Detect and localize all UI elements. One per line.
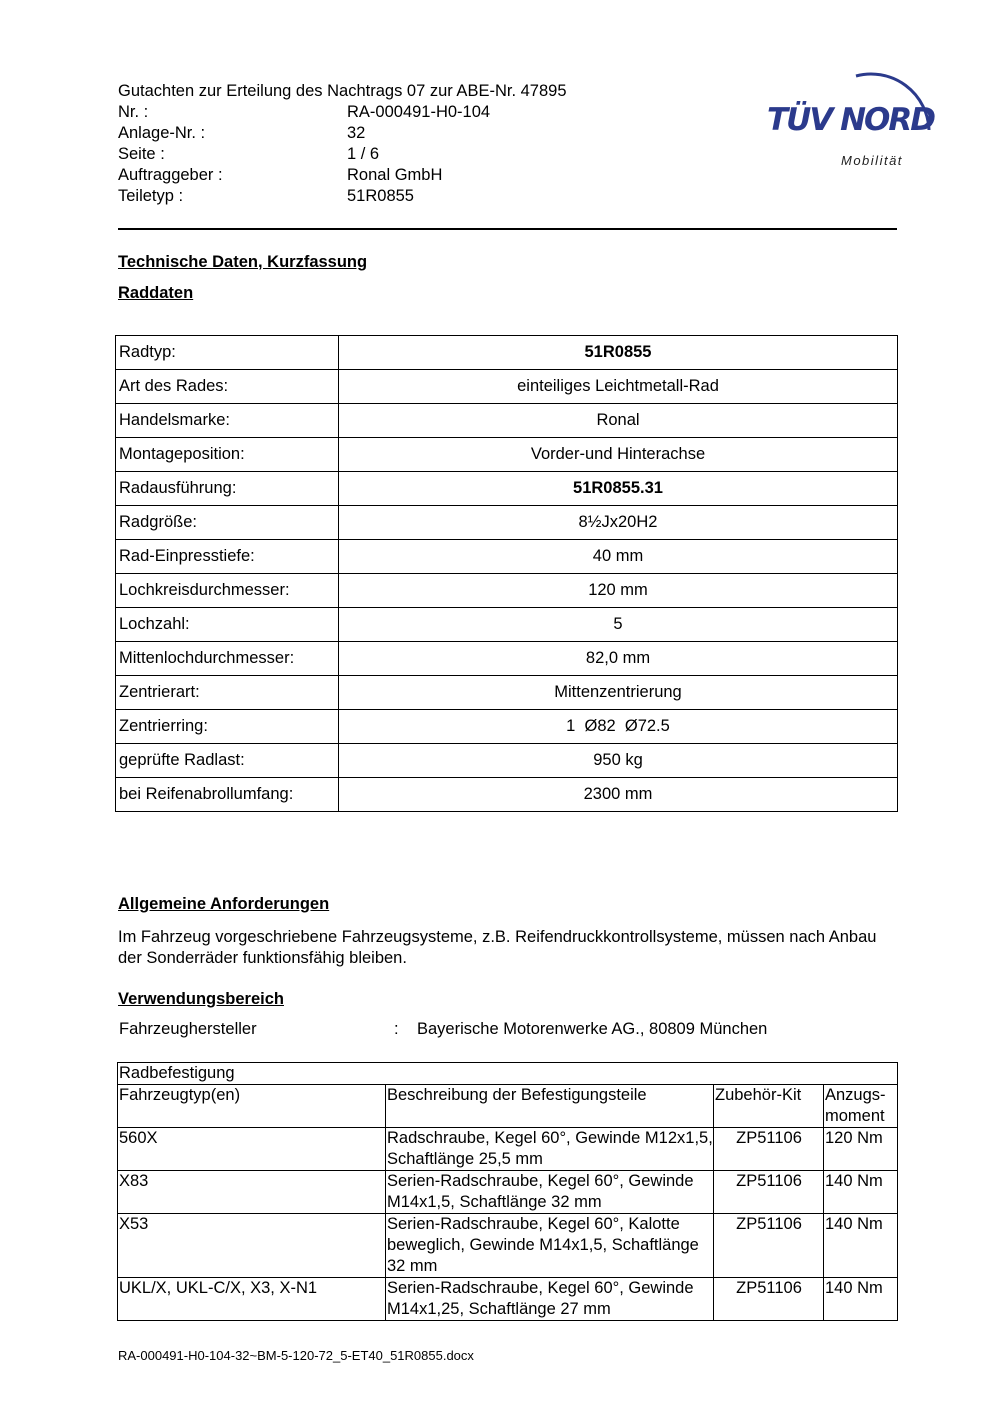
header-label: Anlage-Nr. : (118, 124, 206, 142)
cell-label: Zentrierring: (116, 710, 339, 744)
cell-kit: ZP51106 (714, 1278, 824, 1321)
cell-kit: ZP51106 (714, 1214, 824, 1278)
cell-value: 40 mm (339, 540, 898, 574)
cell-value: 950 kg (339, 744, 898, 778)
table-row (116, 744, 898, 778)
header-label: Teiletyp : (118, 187, 184, 205)
cell-label: Art des Rades: (116, 370, 339, 404)
section-title-allgemein: Allgemeine Anforderungen (118, 895, 330, 913)
cell-moment: 120 Nm (824, 1128, 898, 1171)
cell-value: 2300 mm (339, 778, 898, 812)
table-row (116, 404, 898, 438)
section-title-tech: Technische Daten, Kurzfassung (118, 253, 368, 271)
cell-label: Lochzahl: (116, 608, 339, 642)
hersteller-label: Fahrzeughersteller (119, 1020, 257, 1038)
table-row (116, 710, 898, 744)
header-value: RA-000491-H0-104 (347, 103, 491, 121)
table-row (116, 642, 898, 676)
cell-typ: X53 (118, 1214, 386, 1278)
cell-moment: 140 Nm (824, 1278, 898, 1321)
table-row (118, 1278, 898, 1321)
header-row-auftraggeber (0, 165, 700, 186)
table-row (118, 1214, 898, 1278)
radbefestigung-table (117, 1062, 898, 1321)
cell-value: Vorder-und Hinterachse (339, 438, 898, 472)
cell-label: Rad-Einpresstiefe: (116, 540, 339, 574)
table-title-row (118, 1063, 898, 1085)
table-row (116, 506, 898, 540)
logo-brand: TÜV NORD (767, 102, 935, 138)
header-moment: Anzugs-moment (824, 1085, 898, 1128)
table-row (116, 778, 898, 812)
header-divider (118, 228, 897, 230)
table-row (116, 608, 898, 642)
cell-beschreibung: Serien-Radschraube, Kegel 60°, Kalotte beweglich, Gewinde M14x1,5, Schaftlänge 32 mm (386, 1214, 714, 1278)
table-row (118, 1128, 898, 1171)
document-title: Gutachten zur Erteilung des Nachtrags 07 zur ABE-Nr. 47895 (118, 82, 567, 100)
cell-label: Montageposition: (116, 438, 339, 472)
table-title: Radbefestigung (118, 1063, 898, 1085)
table-header-row (118, 1085, 898, 1128)
cell-value: 5 (339, 608, 898, 642)
cell-kit: ZP51106 (714, 1171, 824, 1214)
header-value: Ronal GmbH (347, 166, 443, 184)
allgemein-paragraph: Im Fahrzeug vorgeschriebene Fahrzeugsysteme, z.B. Reifendruckkontrollsysteme, müssen nach Anbau der Sonderräder funktionsfähig bleiben. (118, 928, 877, 967)
header-label: Seite : (118, 145, 165, 163)
table-row (116, 438, 898, 472)
header-value: 1 / 6 (347, 145, 380, 163)
hersteller-colon: : (394, 1020, 399, 1038)
header-beschreibung: Beschreibung der Befestigungsteile (386, 1085, 714, 1128)
cell-label: Lochkreisdurchmesser: (116, 574, 339, 608)
cell-value: 51R0855.31 (339, 472, 898, 506)
table-row (118, 1171, 898, 1214)
header-value: 51R0855 (347, 187, 414, 205)
cell-value: Ronal (339, 404, 898, 438)
cell-value: Mittenzentrierung (339, 676, 898, 710)
cell-label: bei Reifenabrollumfang: (116, 778, 339, 812)
cell-label: Radausführung: (116, 472, 339, 506)
header-typ: Fahrzeugtyp(en) (118, 1085, 386, 1128)
header-row-anlage (0, 123, 700, 144)
table-row (116, 540, 898, 574)
footer-filename: RA-000491-H0-104-32~BM-5-120-72_5-ET40_51R0855.docx (118, 1348, 474, 1363)
cell-value: 8½Jx20H2 (339, 506, 898, 540)
cell-beschreibung: Serien-Radschraube, Kegel 60°, Gewinde M14x1,25, Schaftlänge 27 mm (386, 1278, 714, 1321)
cell-beschreibung: Serien-Radschraube, Kegel 60°, Gewinde M14x1,5, Schaftlänge 32 mm (386, 1171, 714, 1214)
raddaten-table (115, 335, 898, 812)
cell-label: Handelsmarke: (116, 404, 339, 438)
table-row (116, 370, 898, 404)
cell-kit: ZP51106 (714, 1128, 824, 1171)
cell-label: Mittenlochdurchmesser: (116, 642, 339, 676)
cell-typ: 560X (118, 1128, 386, 1171)
header-row-teiletyp (0, 186, 700, 207)
table-row (116, 336, 898, 370)
header-row-nr (0, 102, 700, 123)
table-row (116, 472, 898, 506)
table-row (116, 574, 898, 608)
header-value: 32 (347, 124, 366, 142)
cell-label: Radgröße: (116, 506, 339, 540)
cell-value: 51R0855 (339, 336, 898, 370)
cell-moment: 140 Nm (824, 1214, 898, 1278)
header-label: Nr. : (118, 103, 149, 121)
tuev-nord-logo (764, 58, 944, 173)
header-label: Auftraggeber : (118, 166, 223, 184)
section-title-raddaten: Raddaten (118, 284, 194, 302)
header-row-seite (0, 144, 700, 165)
table-row (116, 676, 898, 710)
hersteller-value: Bayerische Motorenwerke AG., 80809 München (417, 1020, 768, 1038)
logo-subtitle: Mobilität (841, 153, 903, 168)
cell-value: einteiliges Leichtmetall-Rad (339, 370, 898, 404)
cell-value: 82,0 mm (339, 642, 898, 676)
cell-typ: X83 (118, 1171, 386, 1214)
cell-label: geprüfte Radlast: (116, 744, 339, 778)
cell-value: 1 Ø82 Ø72.5 (339, 710, 898, 744)
cell-beschreibung: Radschraube, Kegel 60°, Gewinde M12x1,5, Schaftlänge 25,5 mm (386, 1128, 714, 1171)
cell-moment: 140 Nm (824, 1171, 898, 1214)
header-kit: Zubehör-Kit (714, 1085, 824, 1128)
cell-label: Radtyp: (116, 336, 339, 370)
section-title-verwendung: Verwendungsbereich (118, 990, 284, 1008)
cell-label: Zentrierart: (116, 676, 339, 710)
cell-typ: UKL/X, UKL-C/X, X3, X-N1 (118, 1278, 386, 1321)
cell-value: 120 mm (339, 574, 898, 608)
